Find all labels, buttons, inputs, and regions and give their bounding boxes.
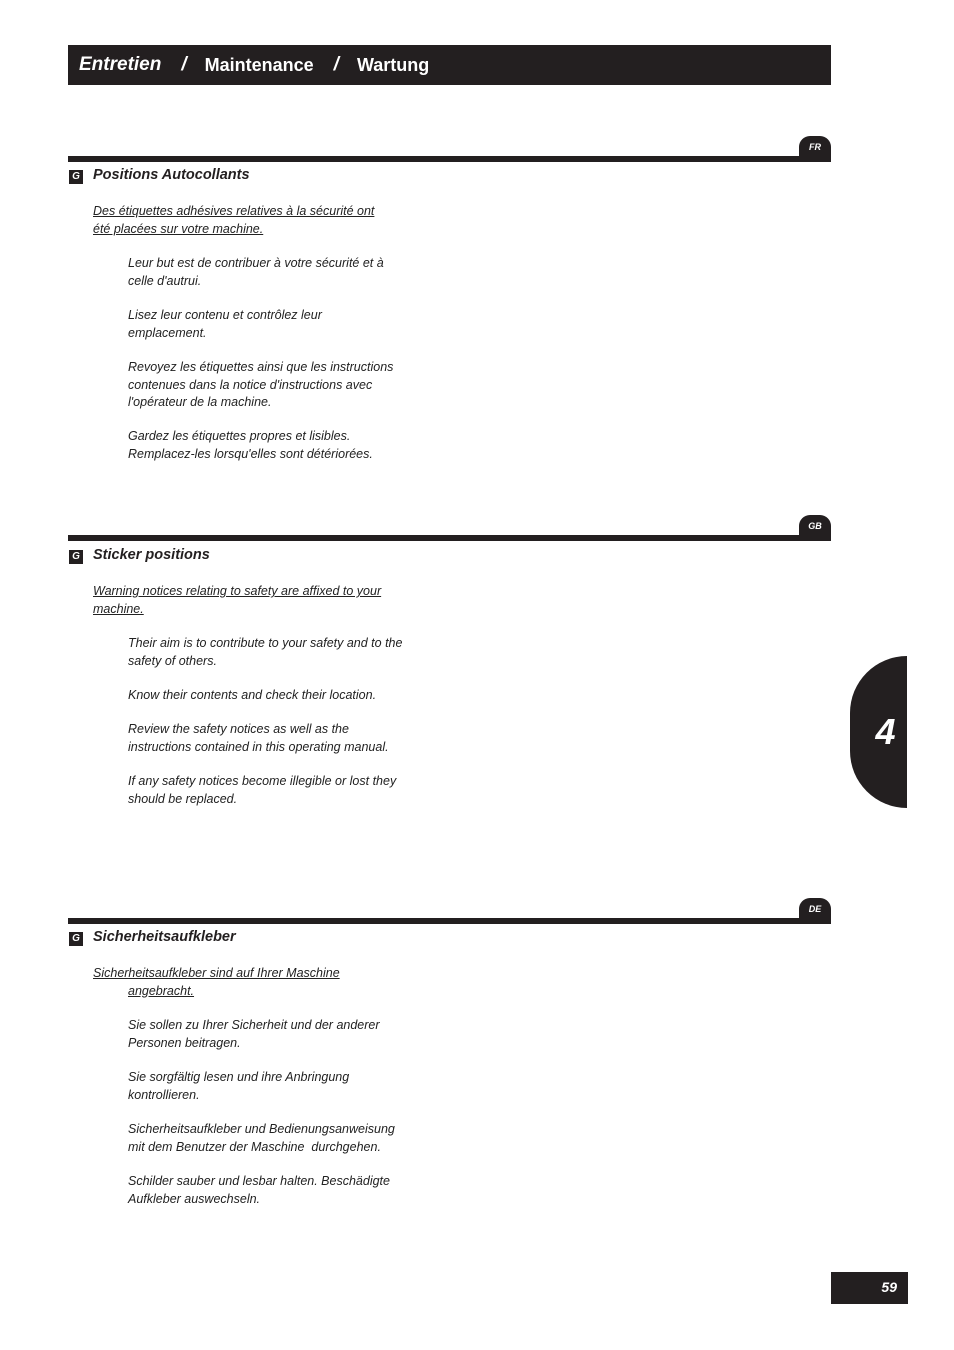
section-rule-gb (68, 535, 831, 541)
intro-line: machine. (93, 601, 144, 616)
paragraph-line: kontrollieren. (128, 1087, 200, 1102)
section-title-de: Sicherheitsaufkleber (93, 929, 236, 945)
paragraph-line: Aufkleber auswechseln. (128, 1191, 261, 1206)
section-rule-de (68, 918, 831, 924)
header-separator-2: / (333, 54, 339, 75)
paragraph-line: Gardez les étiquettes propres et lisibles. (128, 429, 351, 443)
lang-tab-fr: FR (799, 136, 831, 158)
header-title-gb: Maintenance (204, 54, 314, 75)
paragraph-line: mit dem Benutzer der Maschine durchgehen. (128, 1139, 381, 1154)
paragraph-line: Lisez leur contenu et contrôlez leur (128, 308, 322, 322)
section-marker-fr: G (69, 170, 83, 184)
paragraph-gb-3 (128, 721, 389, 756)
paragraph-gb-1 (128, 635, 402, 670)
section-title-gb: Sticker positions (93, 547, 210, 563)
paragraph-fr-2 (128, 307, 322, 342)
intro-line: angebracht. (128, 983, 195, 998)
paragraph-line: Know their contents and check their location. (128, 688, 377, 702)
paragraph-de-4 (128, 1173, 390, 1208)
paragraph-line: l'opérateur de la machine. (128, 395, 272, 409)
paragraph-line: Schilder sauber und lesbar halten. Beschädigte (128, 1174, 390, 1188)
paragraph-line: Sie sollen zu Ihrer Sicherheit und der anderer (128, 1018, 380, 1032)
intro-line: Des étiquettes adhésives relatives à la sécurité ont (93, 204, 375, 218)
paragraph-line: Remplacez-les lorsqu'elles sont détériorées. (128, 446, 373, 461)
paragraph-fr-1 (128, 255, 384, 290)
section-title-fr: Positions Autocollants (93, 167, 250, 183)
paragraph-fr-3 (128, 359, 393, 412)
intro-line: Warning notices relating to safety are affixed to your (93, 584, 382, 598)
paragraph-line: instructions contained in this operating manual. (128, 739, 389, 754)
page-number: 59 (831, 1272, 908, 1304)
paragraph-line: contenues dans la notice d'instructions avec (128, 377, 373, 392)
paragraph-line: emplacement. (128, 325, 207, 340)
section-marker-gb: G (69, 550, 83, 564)
paragraph-line: Sie sorgfältig lesen und ihre Anbringung (128, 1070, 350, 1084)
header-separator-1: / (181, 54, 187, 75)
paragraph-line: Personen beitragen. (128, 1035, 241, 1050)
section-intro-de (93, 965, 340, 1000)
header-title-fr: Entretien (79, 54, 162, 75)
paragraph-gb-2 (128, 687, 376, 705)
chapter-tab: 4 (850, 656, 907, 808)
paragraph-line: safety of others. (128, 653, 217, 668)
paragraph-line: should be replaced. (128, 791, 238, 806)
intro-line: Sicherheitsaufkleber sind auf Ihrer Maschine (93, 966, 340, 980)
paragraph-de-1 (128, 1017, 380, 1052)
paragraph-line: Their aim is to contribute to your safety and to the (128, 636, 403, 650)
paragraph-line: Revoyez les étiquettes ainsi que les instructions (128, 360, 394, 374)
header-title-de: Wartung (356, 54, 430, 75)
paragraph-line: If any safety notices become illegible or lost they (128, 774, 397, 788)
paragraph-line: Sicherheitsaufkleber und Bedienungsanweisung (128, 1122, 395, 1136)
paragraph-line: Review the safety notices as well as the (128, 722, 349, 736)
section-marker-de: G (69, 932, 83, 946)
lang-tab-gb: GB (799, 515, 831, 537)
paragraph-de-2 (128, 1069, 349, 1104)
intro-line: été placées sur votre machine. (93, 221, 264, 236)
section-rule-fr (68, 156, 831, 162)
paragraph-fr-4 (128, 428, 373, 463)
lang-tab-de: DE (799, 898, 831, 920)
paragraph-de-3 (128, 1121, 395, 1156)
paragraph-line: Leur but est de contribuer à votre sécurité et à (128, 256, 384, 270)
paragraph-line: celle d'autrui. (128, 273, 202, 288)
section-intro-gb (93, 583, 381, 618)
paragraph-gb-4 (128, 773, 396, 808)
section-intro-fr (93, 203, 374, 238)
header-bar (68, 45, 831, 85)
